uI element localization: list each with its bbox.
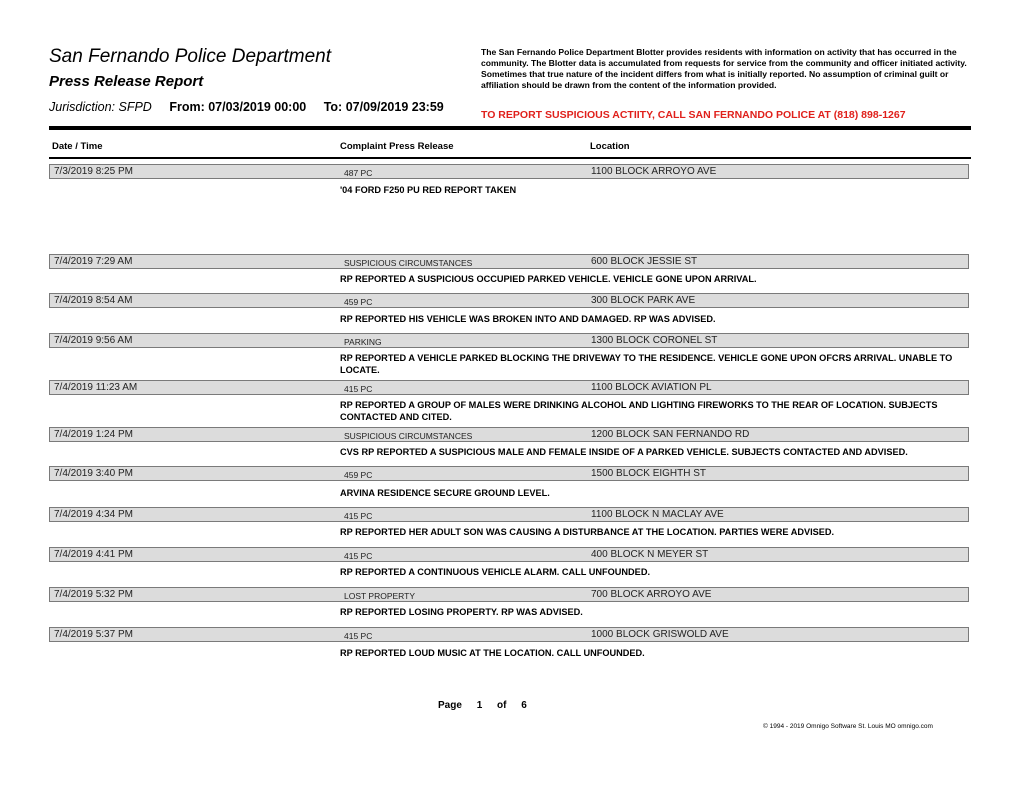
page-of-label: of: [497, 700, 507, 711]
row-bar: [49, 507, 969, 522]
row-datetime: 7/4/2019 5:37 PM: [54, 629, 133, 640]
row-bar: [49, 466, 969, 481]
row-complaint: 459 PC: [344, 470, 373, 480]
page-indicator: [438, 700, 539, 711]
row-bar: [49, 164, 969, 179]
row-release: RP REPORTED HER ADULT SON WAS CAUSING A DISTURBANCE AT THE LOCATION. PARTIES WERE ADVISED.: [340, 527, 835, 537]
report-title: San Fernando Police Department: [49, 46, 331, 67]
row-complaint: 415 PC: [344, 631, 373, 641]
row-bar: [49, 293, 969, 308]
row-location: 1100 BLOCK N MACLAY AVE: [591, 509, 724, 520]
row-datetime: 7/4/2019 3:40 PM: [54, 468, 133, 479]
jurisdiction-line: [49, 100, 444, 114]
row-datetime: 7/4/2019 11:23 AM: [54, 382, 138, 393]
row-datetime: 7/4/2019 5:32 PM: [54, 589, 133, 600]
row-location: 400 BLOCK N MEYER ST: [591, 549, 709, 560]
row-location: 1100 BLOCK AVIATION PL: [591, 382, 712, 393]
row-complaint: 487 PC: [344, 168, 373, 178]
column-header-complaint: Complaint Press Release: [340, 141, 454, 152]
row-datetime: 7/3/2019 8:25 PM: [54, 166, 133, 177]
blotter-disclaimer: The San Fernando Police Department Blotter provides residents with information on activity that has occurred in the community. The Blotter data is accumulated from requests for service from the community and officer initiated activity. Sometimes that true nature of the incident differs from what is initially reported. No assumption of criminal guilt or affiliation should be drawn from the content of the information provided.: [481, 47, 967, 90]
report-subtitle: Press Release Report: [49, 73, 204, 90]
row-release: RP REPORTED A SUSPICIOUS OCCUPIED PARKED VEHICLE. VEHICLE GONE UPON ARRIVAL.: [340, 274, 757, 284]
row-datetime: 7/4/2019 7:29 AM: [54, 256, 133, 267]
row-datetime: 7/4/2019 4:41 PM: [54, 549, 133, 560]
row-location: 1200 BLOCK SAN FERNANDO RD: [591, 429, 750, 440]
jurisdiction-value: SFPD: [118, 100, 152, 114]
row-location: 1300 BLOCK CORONEL ST: [591, 335, 718, 346]
row-location: 600 BLOCK JESSIE ST: [591, 256, 698, 267]
row-release: CVS RP REPORTED A SUSPICIOUS MALE AND FEMALE INSIDE OF A PARKED VEHICLE. SUBJECTS CONTACTED AND ADVISED.: [340, 447, 908, 457]
row-release: '04 FORD F250 PU RED REPORT TAKEN: [340, 185, 517, 195]
row-release: RP REPORTED A GROUP OF MALES WERE DRINKING ALCOHOL AND LIGHTING FIREWORKS TO THE REAR OF LOCATION. SUBJECTS CONTACTED AND CITED.: [340, 400, 938, 422]
row-release: RP REPORTED HIS VEHICLE WAS BROKEN INTO AND DAMAGED. RP WAS ADVISED.: [340, 314, 716, 324]
row-release: RP REPORTED LOSING PROPERTY. RP WAS ADVISED.: [340, 607, 583, 617]
row-datetime: 7/4/2019 8:54 AM: [54, 295, 133, 306]
report-warning: TO REPORT SUSPICIOUS ACTIITY, CALL SAN FERNANDO POLICE AT (818) 898-1267: [481, 109, 906, 121]
row-location: 1100 BLOCK ARROYO AVE: [591, 166, 717, 177]
row-datetime: 7/4/2019 9:56 AM: [54, 335, 133, 346]
to-value: 07/09/2019 23:59: [345, 100, 444, 114]
page-label: Page: [438, 700, 462, 711]
row-complaint: SUSPICIOUS CIRCUMSTANCES: [344, 431, 473, 441]
from-label: From:: [169, 100, 205, 114]
row-complaint: PARKING: [344, 337, 382, 347]
jurisdiction-label: Jurisdiction:: [49, 100, 115, 114]
row-location: 300 BLOCK PARK AVE: [591, 295, 696, 306]
row-complaint: 415 PC: [344, 511, 373, 521]
row-complaint: 415 PC: [344, 384, 373, 394]
row-release: RP REPORTED A CONTINUOUS VEHICLE ALARM. CALL UNFOUNDED.: [340, 567, 651, 577]
row-bar: [49, 627, 969, 642]
to-label: To:: [323, 100, 343, 114]
row-complaint: SUSPICIOUS CIRCUMSTANCES: [344, 258, 473, 268]
column-header-location: Location: [590, 141, 630, 152]
row-bar: [49, 254, 969, 269]
row-datetime: 7/4/2019 1:24 PM: [54, 429, 133, 440]
row-complaint: 415 PC: [344, 551, 373, 561]
copyright-notice: © 1994 - 2019 Omnigo Software St. Louis MO omnigo.com: [763, 723, 933, 730]
row-bar: [49, 380, 969, 395]
row-datetime: 7/4/2019 4:34 PM: [54, 509, 133, 520]
row-location: 1500 BLOCK EIGHTH ST: [591, 468, 707, 479]
page-total: 6: [521, 700, 527, 711]
header-rule: [49, 126, 971, 130]
row-bar: [49, 547, 969, 562]
row-bar: [49, 333, 969, 348]
row-location: 1000 BLOCK GRISWOLD AVE: [591, 629, 729, 640]
row-release: ARVINA RESIDENCE SECURE GROUND LEVEL.: [340, 488, 550, 498]
row-bar: [49, 587, 969, 602]
row-bar: [49, 427, 969, 442]
from-value: 07/03/2019 00:00: [208, 100, 307, 114]
column-header-datetime: Date / Time: [52, 141, 103, 152]
page-current: 1: [476, 700, 483, 711]
row-release: RP REPORTED LOUD MUSIC AT THE LOCATION. CALL UNFOUNDED.: [340, 648, 645, 658]
column-header-rule: [49, 157, 971, 159]
row-location: 700 BLOCK ARROYO AVE: [591, 589, 712, 600]
row-complaint: 459 PC: [344, 297, 373, 307]
row-release: RP REPORTED A VEHICLE PARKED BLOCKING THE DRIVEWAY TO THE RESIDENCE. VEHICLE GONE UPON OFCRS ARRIVAL. UNABLE TO LOCATE.: [340, 353, 953, 375]
row-complaint: LOST PROPERTY: [344, 591, 416, 601]
